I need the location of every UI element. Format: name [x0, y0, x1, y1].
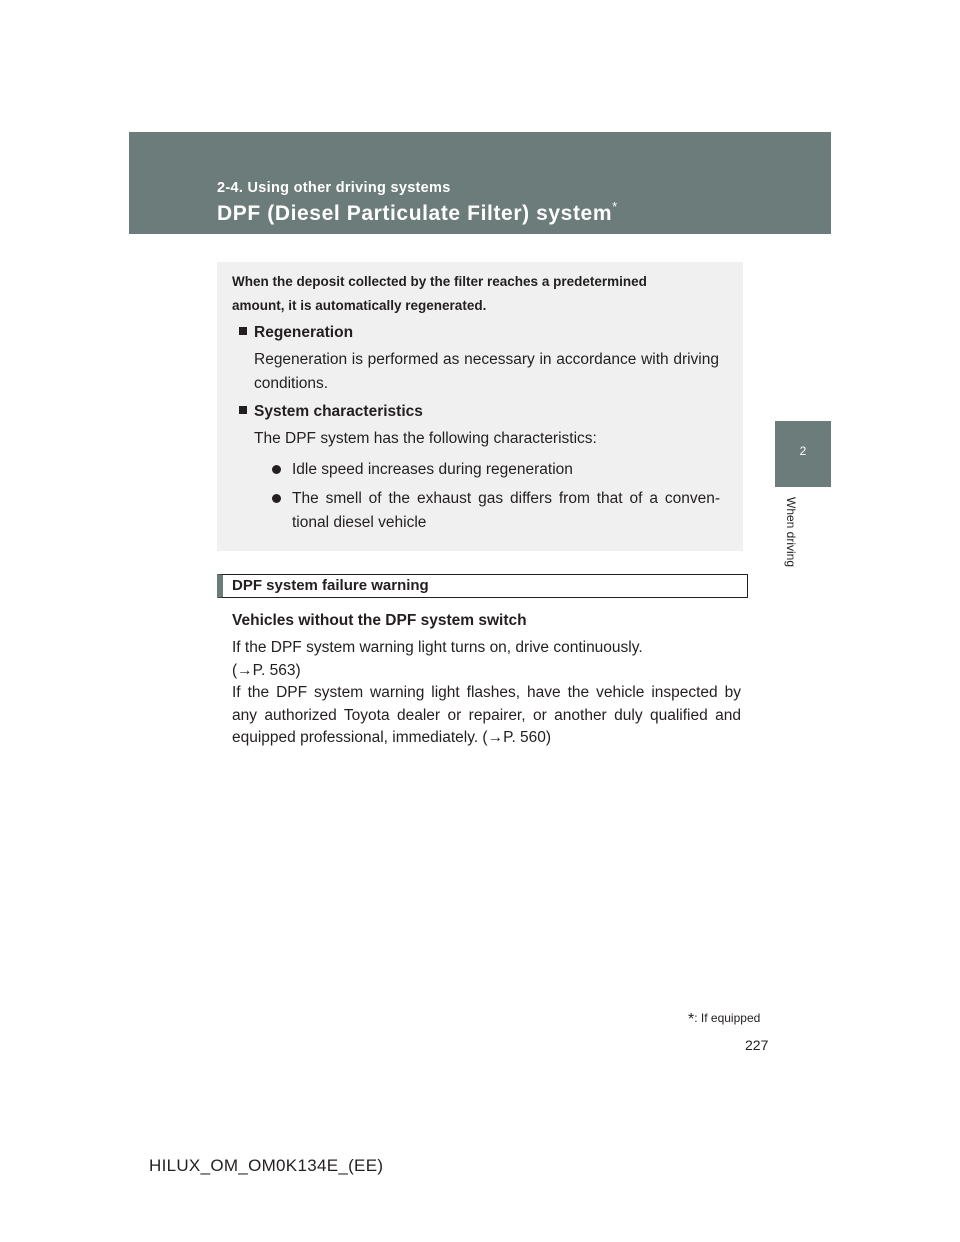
- square-bullet-icon: [239, 327, 247, 335]
- chapter-label: When driving: [784, 497, 798, 568]
- regeneration-heading: [239, 324, 353, 342]
- title-footnote-mark: *: [612, 199, 618, 214]
- info-intro-line2: amount, it is automatically regenerated.: [232, 298, 487, 313]
- page-number: 227: [745, 1037, 769, 1053]
- info-box: [217, 262, 743, 551]
- regeneration-text: Regeneration is performed as necessary in accordance with driving conditions.: [254, 351, 719, 392]
- page-title-text: DPF (Diesel Particulate Filter) system: [217, 202, 613, 225]
- characteristics-heading-text: System characteristics: [254, 403, 423, 420]
- list-item: [272, 487, 720, 535]
- bullet-dot-icon: [272, 465, 281, 474]
- footnote: [688, 1011, 760, 1029]
- square-bullet-icon: [239, 406, 247, 414]
- regeneration-heading-text: Regeneration: [254, 324, 354, 341]
- warning-para2: If the DPF system warning light flashes, have the vehicle inspected by any authorized Toyota dealer or repairer, or another duly qualified and equipped professional, immediately. (→P. 560): [232, 684, 741, 746]
- header-band: [129, 132, 831, 234]
- warning-para1-line1: If the DPF system warning light turns on, drive continuously.: [232, 639, 643, 656]
- list-item-text: The smell of the exhaust gas differs from that of a conven-tional diesel vehicle: [292, 490, 720, 531]
- list-item-text: Idle speed increases during regeneration: [292, 461, 573, 478]
- bullet-dot-icon: [272, 494, 281, 503]
- chapter-tab: 2: [775, 421, 831, 487]
- warning-para1-line2: (→P. 563): [232, 661, 301, 679]
- asterisk-icon: *: [688, 1011, 695, 1028]
- characteristics-text: The DPF system has the following characteristics:: [254, 430, 597, 447]
- characteristics-heading: [239, 403, 423, 421]
- warning-subheading: Vehicles without the DPF system switch: [232, 612, 527, 629]
- info-intro: [232, 270, 719, 318]
- document-id: HILUX_OM_OM0K134E_(EE): [149, 1156, 384, 1175]
- warning-heading: DPF system failure warning: [232, 577, 429, 594]
- list-item: [272, 458, 720, 482]
- warning-heading-bar: [217, 574, 748, 598]
- info-intro-line1: When the deposit collected by the filter reaches a predetermined: [232, 274, 647, 289]
- page-title: [217, 199, 618, 226]
- warning-para1: [232, 637, 741, 682]
- section-label: 2-4. Using other driving systems: [217, 180, 451, 196]
- footnote-text: : If equipped: [694, 1011, 761, 1025]
